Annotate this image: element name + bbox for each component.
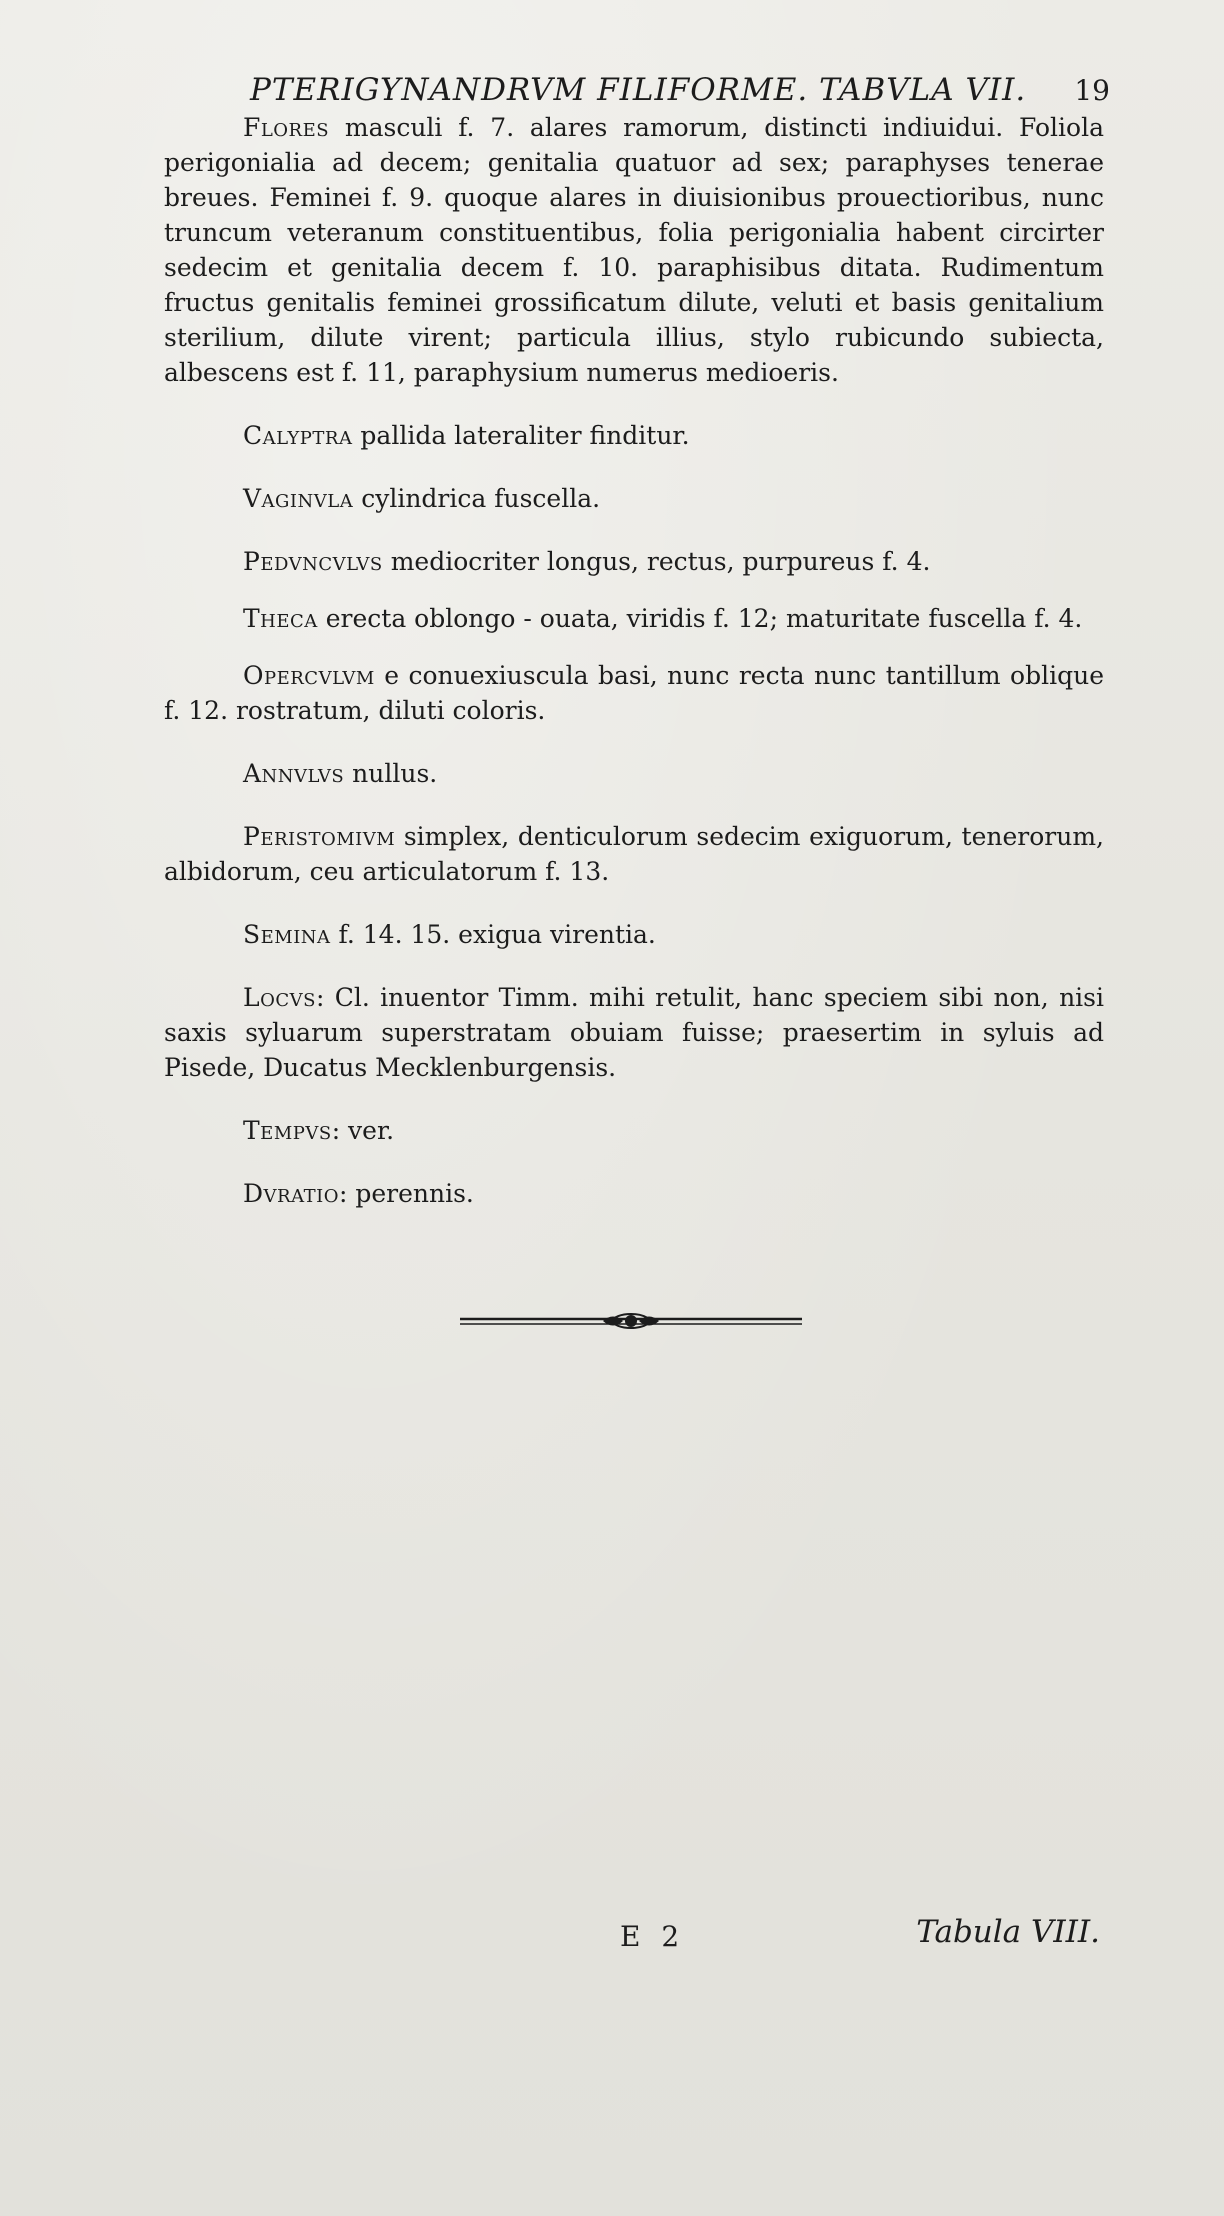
paragraph-vaginula <box>164 481 1104 516</box>
signature-mark: E 2 <box>620 1920 686 1953</box>
section-text: pallida lateraliter finditur. <box>352 421 690 450</box>
paragraph-locus <box>164 980 1104 1085</box>
section-text: erecta oblongo - ouata, viridis f. 12; maturitate fuscella f. 4. <box>317 604 1083 633</box>
paragraph-peristomium <box>164 819 1104 889</box>
paragraph-pedunculus <box>164 544 1104 579</box>
body-text <box>164 110 1104 1211</box>
paragraph-duratio <box>164 1176 1104 1211</box>
section-text: masculi f. 7. alares ramorum, distincti indiuidui. Foliola perigonialia ad decem; genitalia quatuor ad sex; paraphyses tenerae breues. Feminei f. 9. quoque alares in diuisionibus prouectioribus, nunc truncum veteranum constituentibus, folia perigonialia habent circirter sedecim et genitalia decem f. 10. paraphisibus ditata. Rudimentum fructus genitalis feminei grossificatum dilute, veluti et basis genitalium sterilium, dilute virent; particula illius, stylo rubicundo subiecta, albescens est f. 11, paraphysium numerus medioeris. <box>164 113 1104 387</box>
section-lead: Vaginvla <box>243 484 354 513</box>
section-text: : perennis. <box>338 1179 474 1208</box>
section-lead: Pedvncvlvs <box>243 547 383 576</box>
section-lead: Annvlvs <box>243 759 345 788</box>
paragraph-semina <box>164 917 1104 952</box>
ornament-divider <box>460 1310 802 1332</box>
section-text: cylindrica fuscella. <box>353 484 601 513</box>
section-text: : Cl. inuentor Timm. mihi retulit, hanc speciem sibi non, nisi saxis syluarum superstratam obuiam fuisse; praesertim in syluis ad Pisede, Ducatus Mecklenburgensis. <box>164 983 1104 1082</box>
paragraph-annulus <box>164 756 1104 791</box>
running-title: PTERIGYNANDRVM FILIFORME. TABVLA VII. <box>250 72 1027 108</box>
section-text: nullus. <box>344 759 438 788</box>
section-lead: Theca <box>243 604 318 633</box>
paragraph-theca <box>164 601 1104 636</box>
paragraph-tempus <box>164 1113 1104 1148</box>
section-text: mediocriter longus, rectus, purpureus f. 4. <box>382 547 931 576</box>
paragraph-flores <box>164 110 1104 390</box>
section-lead: Flores <box>243 113 330 142</box>
section-lead: Peristomivm <box>243 822 396 851</box>
section-lead: Tempvs <box>243 1116 332 1145</box>
section-text: : ver. <box>331 1116 395 1145</box>
catchword: Tabula VIII. <box>916 1914 1100 1950</box>
paragraph-calyptra <box>164 418 1104 453</box>
section-lead: Dvratio <box>243 1179 339 1208</box>
page-number: 19 <box>1074 74 1110 107</box>
section-text: f. 14. 15. exigua virentia. <box>330 920 656 949</box>
section-text: e conuexiuscula basi, nunc recta nunc tantillum oblique f. 12. rostratum, diluti coloris. <box>164 661 1104 725</box>
paragraph-operculum <box>164 658 1104 728</box>
section-lead: Semina <box>243 920 331 949</box>
section-lead: Locvs <box>243 983 316 1012</box>
section-lead: Calyptra <box>243 421 353 450</box>
section-lead: Opercvlvm <box>243 661 375 690</box>
section-text: simplex, denticulorum sedecim exiguorum, tenerorum, albidorum, ceu articulatorum f. 13. <box>164 822 1104 886</box>
